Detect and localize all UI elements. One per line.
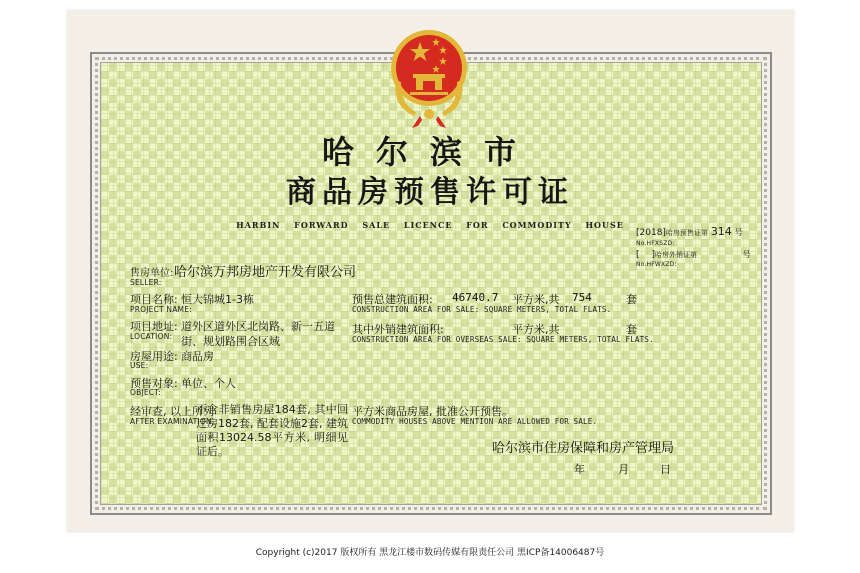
overseas-flats-unit: 套: [626, 323, 637, 336]
exam-label-en: AFTER EXAMINATION: [130, 417, 212, 426]
overseas-label: 其中外销建筑面积:: [352, 323, 444, 336]
certificate-title-city: 哈尔滨市: [321, 133, 538, 171]
exam-label: 经审查, 以上所列: [130, 405, 214, 418]
cert-number-label-en: No.HFXSZD:: [636, 240, 675, 247]
overseas-unit: 平方米,共: [512, 323, 560, 336]
cert-number2-open: [: [636, 250, 640, 260]
total-area-label-en: CONSTRUCTION AREA FOR SALE: SQUARE METERS, TOTAL FLATS.: [352, 305, 612, 314]
use-label: 房屋用途:: [130, 350, 178, 363]
cert-number-value: 314: [710, 225, 732, 238]
cert-number-row: [636, 225, 743, 238]
seller-label-en: SELLER:: [130, 278, 162, 287]
project-label: 项目名称:: [130, 293, 178, 306]
total-flats-unit: 套: [626, 293, 637, 306]
approval-text: 平方米商品房屋, 批准公开预售。: [352, 405, 513, 418]
cert-number2-suffix: 号: [742, 250, 751, 259]
approval-text-en: COMMODITY HOUSES ABOVE MENTION ARE ALLOWED FOR SALE.: [352, 417, 598, 426]
date-day-label: 日: [660, 463, 671, 476]
date-month-label: 月: [618, 463, 629, 476]
cert-number2-label-en: No.HFWXZD:: [636, 261, 677, 268]
project-value: 恒大锦城1-3栋: [181, 293, 254, 306]
issuer: 哈尔滨市住房保障和房产管理局: [492, 441, 675, 456]
seller-value: 哈尔滨万邦房地产开发有限公司: [174, 265, 357, 280]
certificate-subtitle-en: HARBIN FORWARD SALE LICENCE FOR COMMODITY HOUSE: [236, 220, 624, 230]
use-value: 商品房: [181, 350, 214, 363]
total-flats-value: 754: [572, 291, 592, 304]
overseas-label-en: CONSTRUCTION AREA FOR OVERSEAS SALE: SQUARE METERS, TOTAL FLATS.: [352, 335, 654, 344]
exam-value: 不含非销售房屋184套, 其中回迁房182套, 配套设施2套, 建筑面积13024.58平方米, 明细见证后。: [196, 403, 348, 458]
target-label: 预售对象:: [130, 377, 178, 390]
copyright-footer: Copyright (c)2017 版权所有 黑龙江楼市数码传媒有限责任公司 黑ICP备14006487号: [255, 548, 605, 558]
cert-number-suffix: 号: [734, 228, 743, 237]
use-label-en: USE:: [130, 361, 149, 370]
cert-number-year: [2018]: [636, 228, 666, 238]
cert-number2-row: [636, 249, 751, 260]
national-emblem-icon: [386, 20, 472, 130]
location-value-line1: 道外区道外区北岗路、新一五道: [181, 320, 335, 333]
location-label-en: LOCATION:: [130, 332, 173, 341]
target-value: 单位、个人: [181, 377, 236, 390]
certificate-title-main: 商品房预售许可证: [286, 175, 574, 210]
cert-number2-close: ]: [651, 250, 656, 260]
date-year-label: 年: [574, 463, 585, 476]
location-label: 项目地址:: [130, 320, 178, 333]
target-label-en: OBJECT:: [130, 388, 161, 397]
project-label-en: PROJECT NAME:: [130, 305, 192, 314]
total-area-label: 预售总建筑面积:: [352, 293, 433, 306]
seller-label: 售房单位:: [130, 268, 174, 279]
location-value-line2: 街、规划路围合区域: [181, 335, 280, 348]
cert-number-label: 哈房预售证第: [665, 229, 708, 237]
total-area-unit: 平方米,共: [512, 293, 560, 306]
cert-number2-label: 哈房外销证第: [655, 251, 698, 259]
total-area-value: 46740.7: [452, 291, 499, 304]
